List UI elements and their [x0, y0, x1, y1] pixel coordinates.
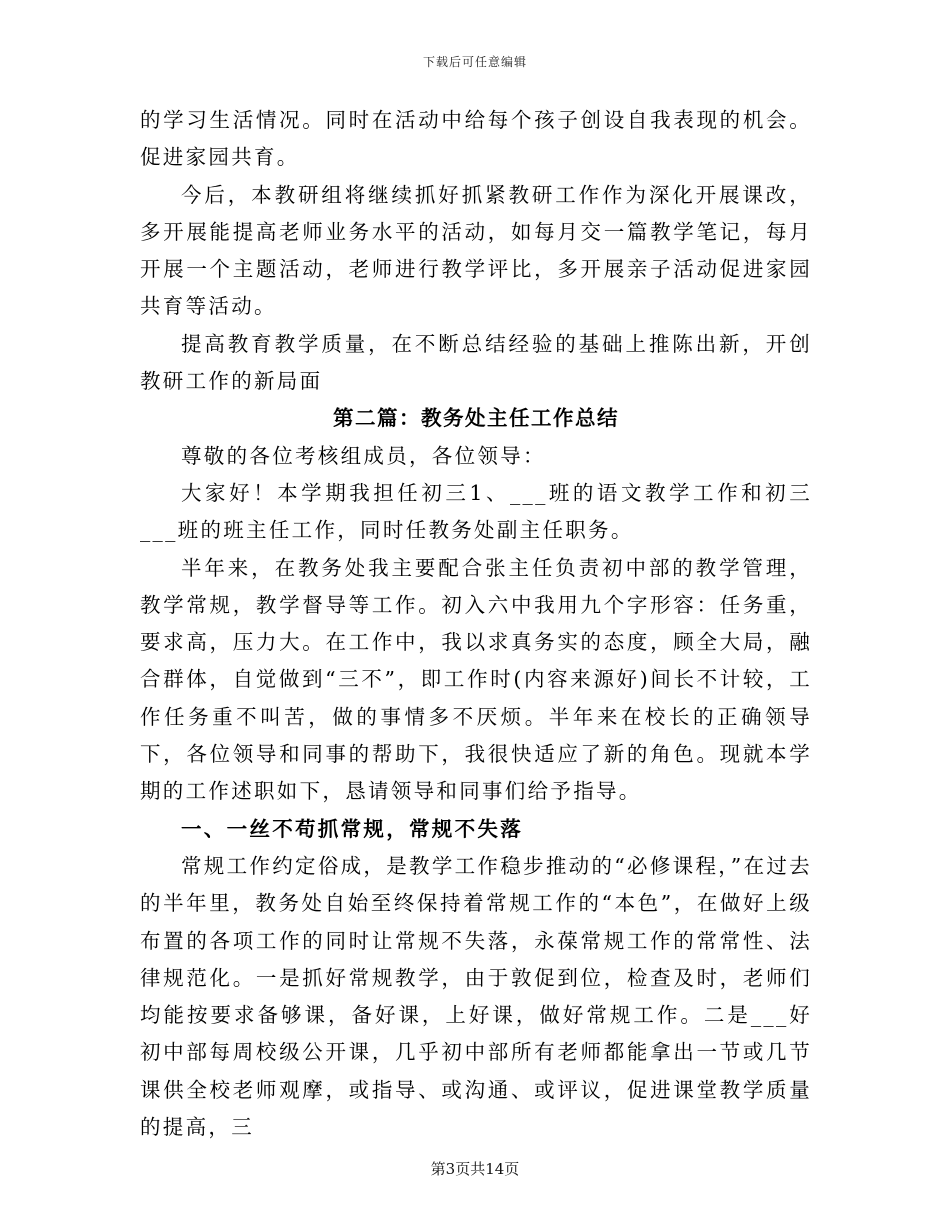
- salutation: 尊敬的各位考核组成员，各位领导：: [181, 443, 546, 468]
- body-paragraph: 的学习生活情况。同时在活动中给每个孩子创设自我表现的机会。促进家园共育。: [140, 108, 812, 170]
- body-paragraph: 今后，本教研组将继续抓好抓紧教研工作作为深化开展课改，多开展能提高老师业务水平的活动，如每月交一篇教学笔记，每月开展一个主题活动，老师进行教学评比，多开展亲子活动促进家园共育等活动。: [140, 182, 812, 319]
- body-paragraph: 大家好！本学期我担任初三1、___班的语文教学工作和初三___班的班主任工作，同时任教务处副主任职务。: [140, 480, 812, 543]
- section-title: 第二篇：教务处主任工作总结: [333, 406, 619, 431]
- body-paragraph: 半年来，在教务处我主要配合张主任负责初中部的教学管理，教学常规，教学督导等工作。初入六中我用九个字形容：任务重，要求高，压力大。在工作中，我以求真务实的态度，顾全大局，融合群体，自觉做到“三不”，即工作时(内容来源好)间长不计较，工作任务重不叫苦，做的事情多不厌烦。半年来在校长的正确领导下，各位领导和同事的帮助下，我很快适应了新的角色。现就本学期的工作述职如下，恳请领导和同事们给予指导。: [140, 555, 812, 804]
- document-body: [140, 102, 812, 1146]
- sub-heading: 一、一丝不苟抓常规，常规不失落: [181, 816, 523, 841]
- header-note: 下载后可任意编辑: [422, 55, 527, 69]
- page-number: 第3页共14页: [430, 1160, 520, 1178]
- body-paragraph: 常规工作约定俗成，是教学工作稳步推动的“必修课程，”在过去的半年里，教务处自始至终保持着常规工作的“本色”，在做好上级布置的各项工作的同时让常规不失落，永葆常规工作的常常性、法律规范化。一是抓好常规教学，由于敦促到位，检查及时，老师们均能按要求备够课，备好课，上好课，做好常规工作。二是___好初中部每周校级公开课，几乎初中部所有老师都能拿出一节或几节课供全校老师观摩，或指导、或沟通、或评议，促进课堂教学质量的提高，三: [140, 853, 812, 1140]
- body-paragraph: 提高教育教学质量，在不断总结经验的基础上推陈出新，开创教研工作的新局面: [140, 331, 812, 394]
